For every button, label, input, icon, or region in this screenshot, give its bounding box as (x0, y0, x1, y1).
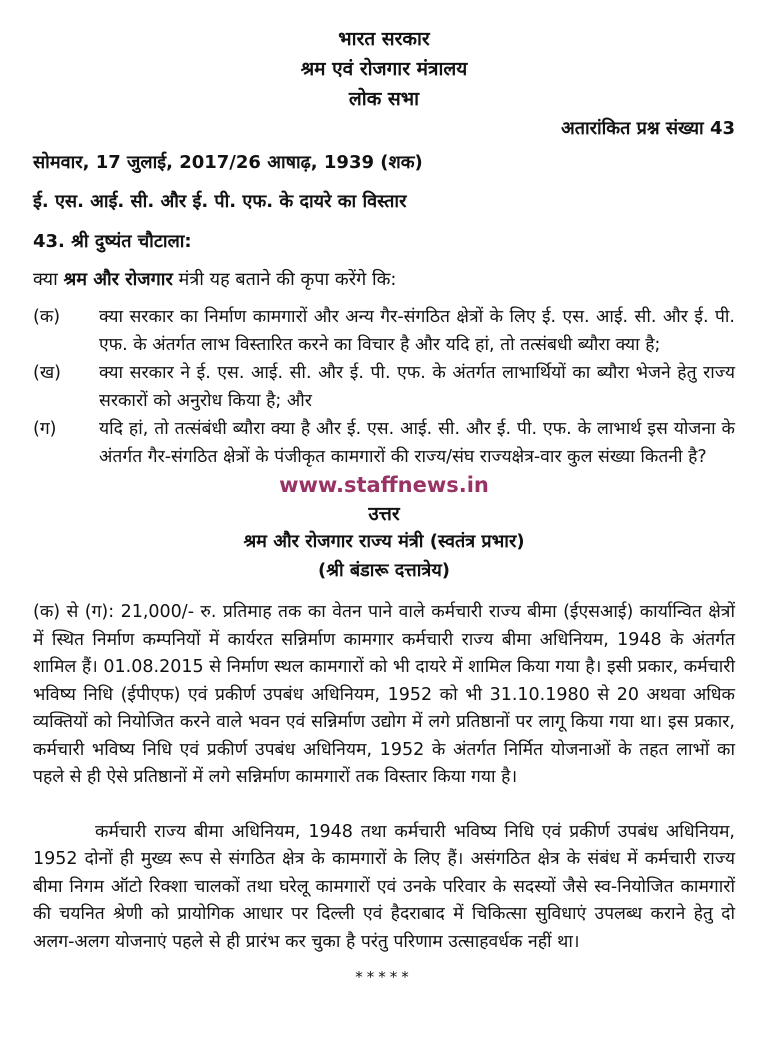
question-item-ka-label: (क) (33, 307, 61, 327)
end-asterisks: ***** (355, 968, 413, 986)
question-item-ga-label: (ग) (33, 419, 57, 439)
question-item-ga-text: यदि हां, तो तत्संबंधी ब्यौरा क्या है और ई. एस. आई. सी. और ई. पी. एफ. के लाभार्थ इस योजना के अंतर्गत गैर-संगठित क्षेत्रों के पंजीकृत कामगारों की राज्य/संघ राज्यक्षेत्र-वार कुल संख्या कितनी है? (99, 419, 735, 467)
government-title: भारत सरकार (338, 28, 430, 50)
house-title: लोक सभा (348, 88, 420, 110)
question-intro-pre: क्या (33, 269, 64, 290)
question-item-kha (33, 359, 735, 415)
question-item-ka-text: क्या सरकार का निर्माण कामगारों और अन्य गैर-संगठित क्षेत्रों के लिए ई. एस. आई. सी. और ई. पी. एफ. के अंतर्गत लाभ विस्तारित करने का विचार है और यदि हां, तो तत्संबधी ब्यौरा क्या है; (99, 307, 735, 355)
question-item-kha-label: (ख) (33, 363, 61, 383)
ministry-title: श्रम एवं रोजगार मंत्रालय (300, 58, 468, 80)
answer-paragraph-1: (क) से (ग): 21,000/- रु. प्रतिमाह तक का वेतन पाने वाले कर्मचारी राज्य बीमा (ईएसआई) कार्यान्वित क्षेत्रों में स्थित निर्माण कम्पनियों में कार्यरत सन्निर्माण कामगार कर्मचारी राज्य बीमा अधिनियम, 1948 के अंतर्गत शामिल हैं। 01.08.2015 से निर्माण स्थल कामगारों को भी दायरे में शामिल किया गया है। इसी प्रकार, कर्मचारी भविष्य निधि (ईपीएफ) एवं प्रकीर्ण उपबंध अधिनियम, 1952 को भी 31.10.1980 से 20 अथवा अधिक व्यक्तियों को नियोजित करने वाले भवन एवं सन्निर्माण उद्योग में लगे प्रतिष्ठानों पर लागू किया गया था। इस प्रकार, कर्मचारी भविष्य निधि एवं प्रकीर्ण उपबंध अधिनियम, 1952 के अंतर्गत निर्मित योजनाओं के तहत लाभों का पहले से ही ऐसे प्रतिष्ठानों में लगे सन्निर्माण कामगारों तक विस्तार किया गया है। (33, 602, 735, 787)
question-intro-ministry: श्रम और रोजगार (63, 269, 173, 290)
staffnews-watermark: www.staffnews.in (279, 473, 489, 497)
question-asker: 43. श्री दुष्यंत चौटाला: (33, 231, 192, 252)
question-items (33, 303, 735, 471)
minister-title: श्रम और रोजगार राज्य मंत्री (स्वतंत्र प्रभार) (243, 531, 525, 552)
question-intro-post: मंत्री यह बताने की कृपा करेंगे कि: (172, 269, 397, 290)
question-item-kha-text: क्या सरकार ने ई. एस. आई. सी. और ई. पी. एफ. के अंतर्गत लाभार्थियों का ब्यौरा भेजने हेतु राज्य सरकारों को अनुरोध किया है; और (99, 363, 735, 411)
question-subject: ई. एस. आई. सी. और ई. पी. एफ. के दायरे का विस्तार (33, 191, 407, 212)
question-number: अतारांकित प्रश्न संख्या 43 (560, 118, 735, 139)
answer-heading: उत्तर (368, 503, 400, 525)
session-date: सोमवार, 17 जुलाई, 2017/26 आषाढ़, 1939 (शक) (33, 152, 423, 173)
question-item-ka (33, 303, 735, 359)
question-intro (33, 267, 735, 292)
minister-name: (श्री बंडारू दत्तात्रेय) (318, 560, 450, 581)
question-item-ga (33, 415, 735, 471)
answer-paragraph-2: कर्मचारी राज्य बीमा अधिनियम, 1948 तथा कर्मचारी भविष्य निधि एवं प्रकीर्ण उपबंध अधिनियम, 1952 दोनों ही मुख्य रूप से संगठित क्षेत्र के कामगारों के लिए हैं। असंगठित क्षेत्र के संबंध में कर्मचारी राज्य बीमा निगम ऑटो रिक्शा चालकों तथा घरेलू कामगारों एवं उनके परिवार के सदस्यों जैसे स्व-नियोजित कामगारों की चयनित श्रेणी को प्रायोगिक आधार पर दिल्ली एवं हैदराबाद में चिकित्सा सुविधाएं उपलब्ध कराने हेतु दो अलग-अलग योजनाएं पहले से ही प्रारंभ कर चुका है परंतु परिणाम उत्साहवर्धक नहीं था। (33, 821, 735, 952)
